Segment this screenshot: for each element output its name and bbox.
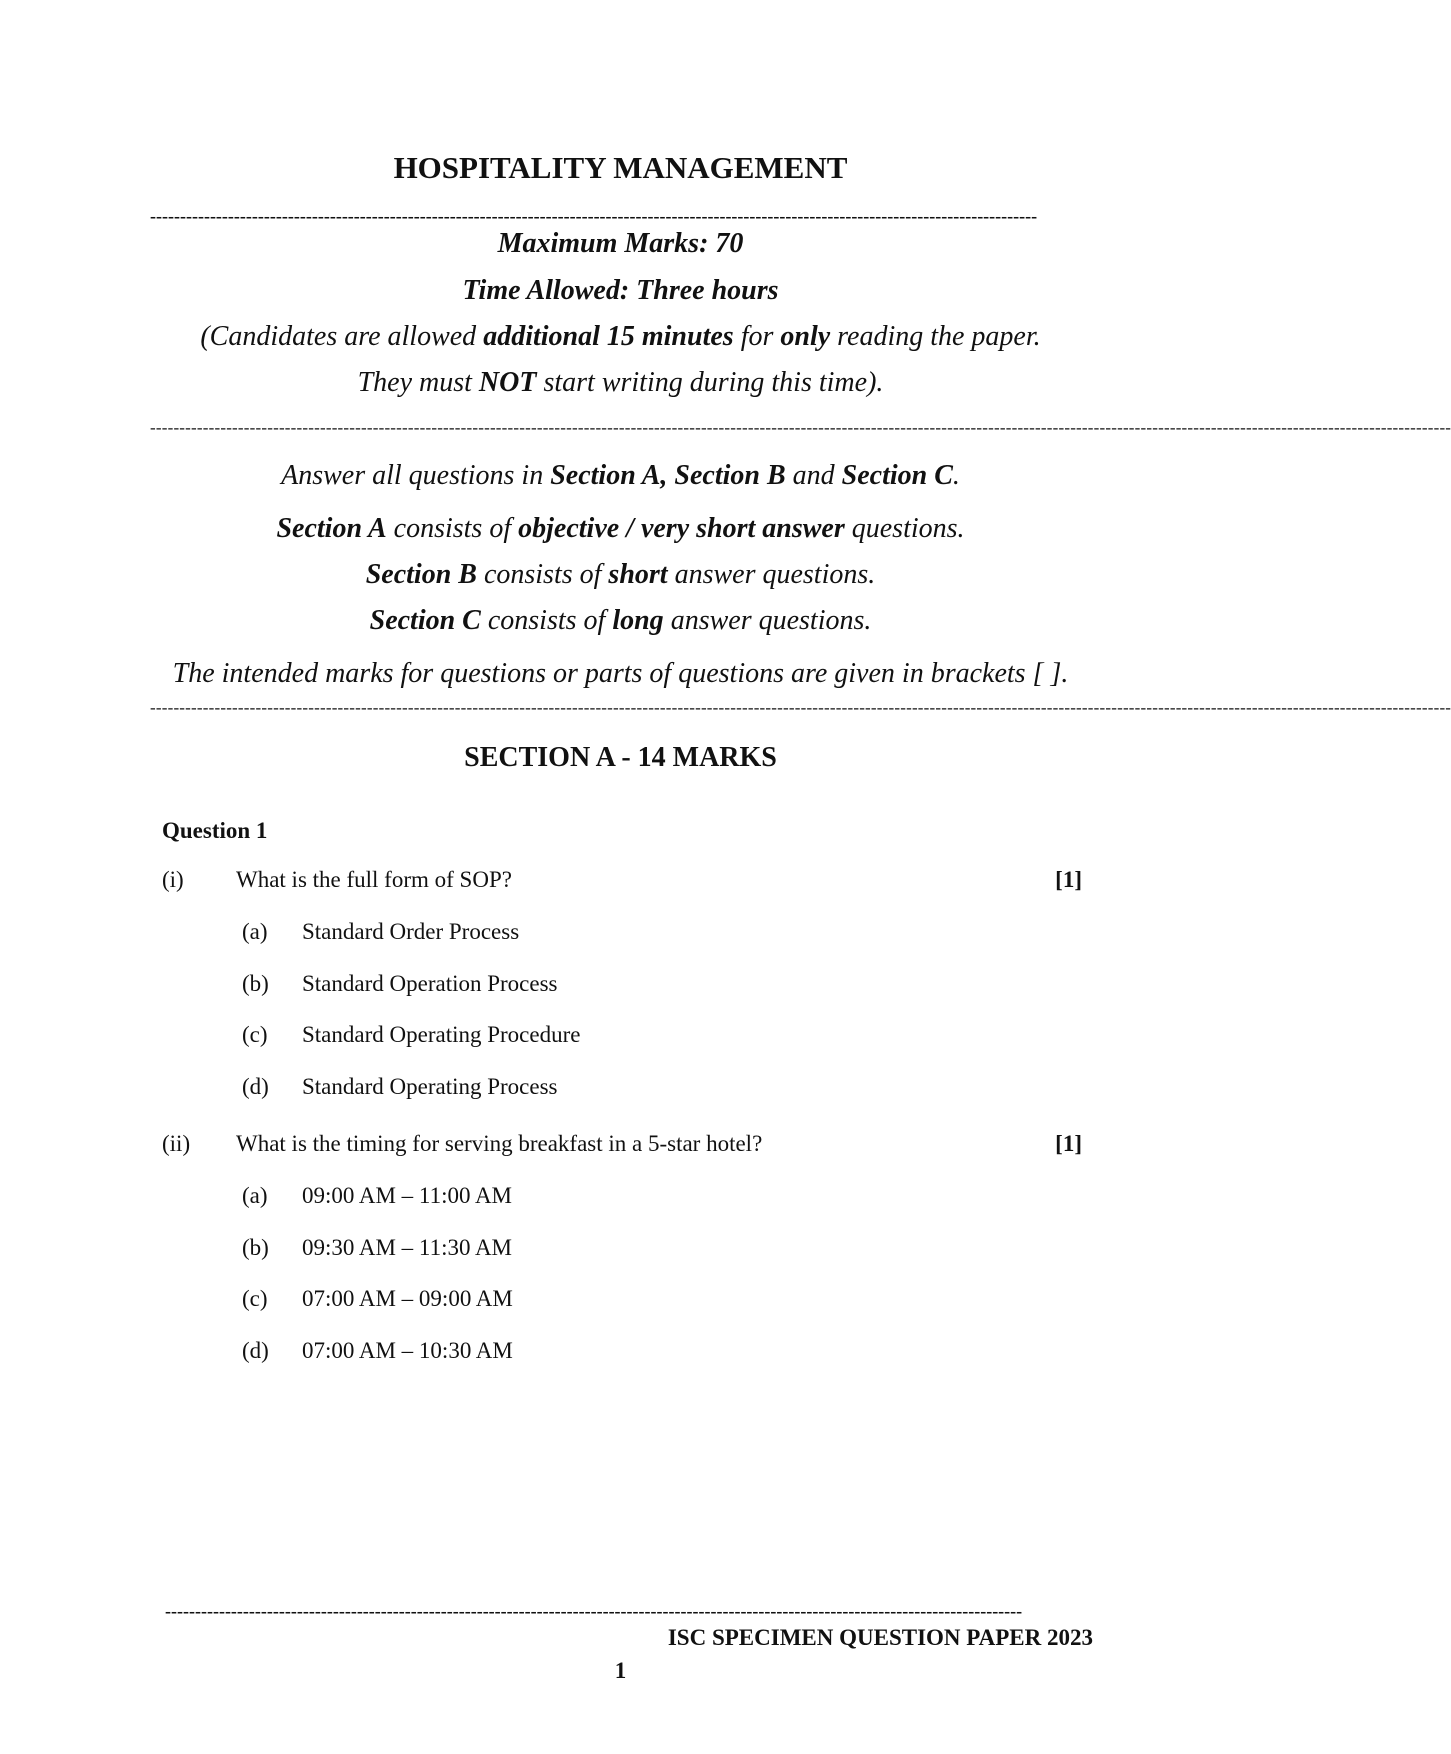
section-a-heading: SECTION A - 14 MARKS — [464, 742, 777, 773]
option-text: 07:00 AM – 10:30 AM — [302, 1338, 513, 1363]
separator-top: ---------------------------------------------------------------------------------------------------------------------------------------------------- — [150, 206, 1038, 226]
reading-time-note-line2: They must NOT start writing during this time). — [357, 367, 884, 398]
option-label: (b) — [242, 971, 269, 996]
instruction-marks-note: The intended marks for questions or parts of questions are given in brackets [ ]. — [172, 658, 1069, 689]
paper-title: HOSPITALITY MANAGEMENT — [393, 150, 848, 185]
instruction-section-b: Section B consists of short answer questions. — [365, 559, 876, 590]
question-1-label: Question 1 — [162, 818, 268, 843]
option-text: Standard Operating Procedure — [302, 1022, 581, 1047]
option-label: (d) — [242, 1074, 269, 1099]
option-text: 09:30 AM – 11:30 AM — [302, 1235, 513, 1260]
option-text: Standard Order Process — [302, 919, 520, 944]
option-label: (c) — [242, 1286, 268, 1311]
question-text: What is the full form of SOP? — [236, 867, 512, 892]
question-number: (ii) — [162, 1131, 191, 1156]
max-marks: Maximum Marks: 70 — [497, 228, 744, 259]
option-label: (a) — [242, 1183, 268, 1208]
option-text: 07:00 AM – 09:00 AM — [302, 1286, 513, 1311]
instruction-section-a: Section A consists of objective / very short answer questions. — [276, 513, 965, 544]
separator-mid: ------------------------------------------------------------------------------------------------------------------------------------------------------------------------------------------------------------------------------ — [150, 418, 1451, 437]
instruction-section-c: Section C consists of long answer questions. — [369, 605, 872, 636]
page-number: 1 — [614, 1658, 627, 1683]
option-text: 09:00 AM – 11:00 AM — [302, 1183, 513, 1208]
option-text: Standard Operating Process — [302, 1074, 558, 1099]
time-allowed: Time Allowed: Three hours — [462, 275, 779, 306]
footer-paper-name: ISC SPECIMEN QUESTION PAPER 2023 — [667, 1625, 1093, 1650]
option-label: (b) — [242, 1235, 269, 1260]
separator-bottom: ------------------------------------------------------------------------------------------------------------------------------------------------------------------------------------------------------------------------------ — [150, 698, 1451, 717]
footer-separator: ----------------------------------------------------------------------------------------------------------------------------------------------- — [165, 1601, 1023, 1621]
option-label: (d) — [242, 1338, 269, 1363]
question-marks: [1] — [1055, 1131, 1082, 1156]
question-text: What is the timing for serving breakfast in a 5-star hotel? — [236, 1131, 763, 1156]
reading-time-note-line1: (Candidates are allowed additional 15 minutes for only reading the paper. — [200, 321, 1041, 352]
option-label: (c) — [242, 1022, 268, 1047]
option-label: (a) — [242, 919, 268, 944]
question-number: (i) — [162, 867, 184, 892]
question-marks: [1] — [1055, 867, 1082, 892]
option-text: Standard Operation Process — [302, 971, 558, 996]
instruction-answer-all: Answer all questions in Section A, Section B and Section C. — [281, 460, 960, 491]
